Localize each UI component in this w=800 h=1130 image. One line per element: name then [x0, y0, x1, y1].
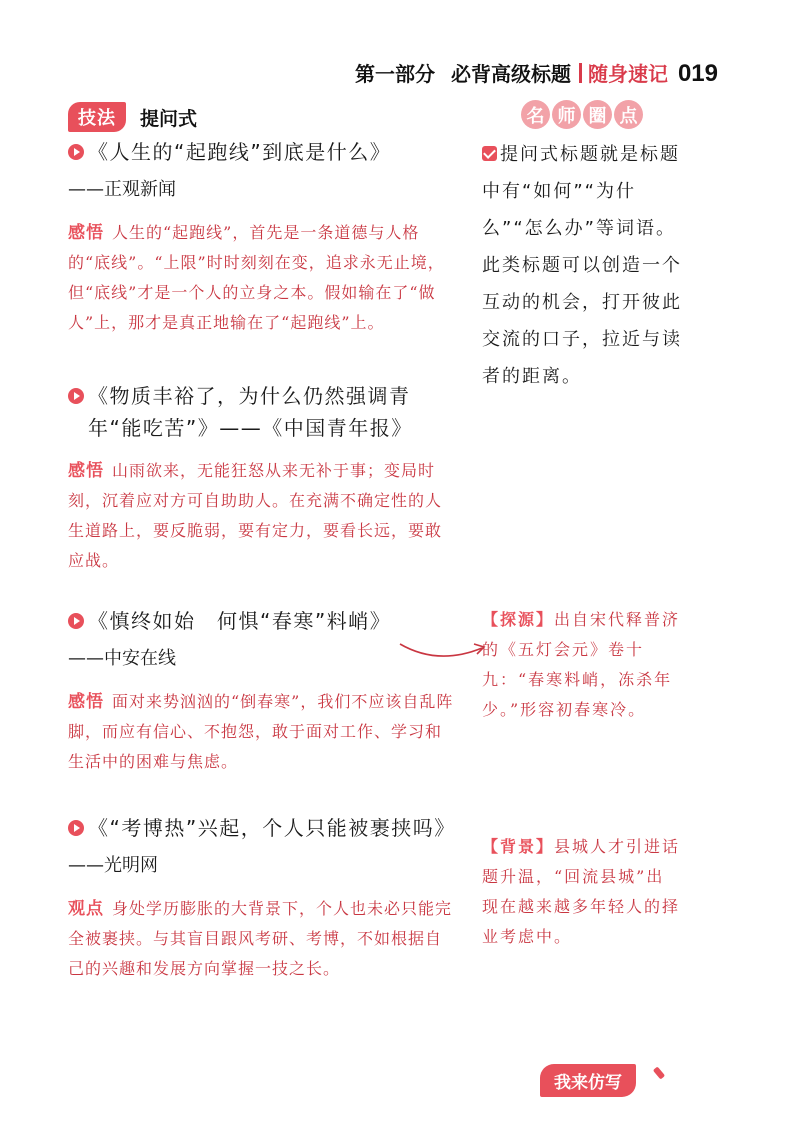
teacher-tip-text: 提问式标题就是标题中有“如何”“为什么”“怎么办”等词语。此类标题可以创造一个互动的机会，打开彼此交流的口子，拉近与读者的距离。: [482, 144, 682, 387]
play-icon: [68, 613, 84, 629]
headline-item: [68, 605, 458, 777]
teacher-badge-char: 名: [521, 100, 550, 129]
teacher-badge: [521, 100, 645, 129]
pen-mark-icon: [653, 1066, 665, 1079]
insight-text: 山雨欲来，无能狂怒从来无补于事；变局时刻，沉着应对方可自助助人。在充满不确定性的人生道路上，要反脆弱，要有定力，要看长远，要敢应战。: [68, 461, 443, 570]
insight-note: [68, 218, 458, 338]
origin-note: [482, 605, 682, 725]
page-number: 019: [677, 60, 718, 87]
headline-item: [68, 380, 458, 576]
insight-note: [68, 456, 458, 576]
play-icon: [68, 144, 84, 160]
header-divider: [579, 63, 582, 83]
viewpoint-note: [68, 894, 458, 984]
skill-name: 提问式: [140, 107, 198, 130]
origin-label: 【探源】: [482, 610, 555, 629]
teacher-tip: [482, 136, 682, 395]
viewpoint-label: 观点: [68, 899, 104, 919]
teacher-badge-char: 圈: [583, 100, 612, 129]
headline-source: ——光明网: [68, 855, 158, 876]
insight-text: 面对来势汹汹的“倒春寒”，我们不应该自乱阵脚，而应有信心、不抱怨，敢于面对工作、学习和生活中的困难与焦虑。: [68, 692, 454, 771]
headline-item: [68, 136, 458, 338]
play-icon: [68, 820, 84, 836]
headline-title: 《物质丰裕了，为什么仍然强调青年“能吃苦”》——《中国青年报》: [68, 380, 458, 444]
insight-note: [68, 687, 458, 777]
teacher-badge-char: 师: [552, 100, 581, 129]
viewpoint-text: 身处学历膨胀的大背景下，个人也未必只能完全被裹挟。与其盲目跟风考研、考博，不如根据自己的兴趣和发展方向掌握一技之长。: [68, 899, 453, 978]
header-section: 必背高级标题: [450, 62, 571, 86]
origin-text: 出自宋代释普济的《五灯会元》卷十九：“春寒料峭，冻杀年少。”形容初春寒冷。: [482, 610, 681, 719]
headline-item: [68, 812, 458, 984]
headline-source: ——正观新闻: [68, 179, 176, 200]
imitate-section: [540, 1064, 662, 1097]
skill-badge: 技法: [68, 102, 126, 132]
header-part: 第一部分: [354, 62, 435, 86]
skill-heading: [68, 102, 197, 132]
header-subtitle: 随身速记: [587, 62, 668, 86]
insight-label: 感悟: [68, 692, 104, 712]
headline-title: 《人生的“起跑线”到底是什么》: [68, 136, 458, 168]
imitate-badge: 我来仿写: [540, 1064, 636, 1097]
insight-label: 感悟: [68, 461, 104, 481]
play-icon: [68, 388, 84, 404]
headline-title: 《“考博热”兴起，个人只能被裹挟吗》: [68, 812, 458, 844]
check-icon: [482, 146, 497, 161]
headline-title: 《慎终如始 何惧“春寒”料峭》: [68, 605, 458, 637]
teacher-badge-char: 点: [614, 100, 643, 129]
background-text: 县城人才引进话题升温，“回流县城”出现在越来越多年轻人的择业考虑中。: [482, 837, 681, 946]
insight-text: 人生的“起跑线”，首先是一条道德与人格的“底线”。“上限”时时刻刻在变，追求永无止境，但“底线”才是一个人的立身之本。假如输在了“做人”上，那才是真正地输在了“起跑线”上。: [68, 223, 445, 332]
background-note: [482, 832, 682, 952]
arrow-icon: [398, 636, 488, 666]
headline-source: ——中安在线: [68, 648, 176, 669]
insight-label: 感悟: [68, 223, 104, 243]
page-header: [355, 58, 718, 88]
background-label: 【背景】: [482, 837, 555, 856]
